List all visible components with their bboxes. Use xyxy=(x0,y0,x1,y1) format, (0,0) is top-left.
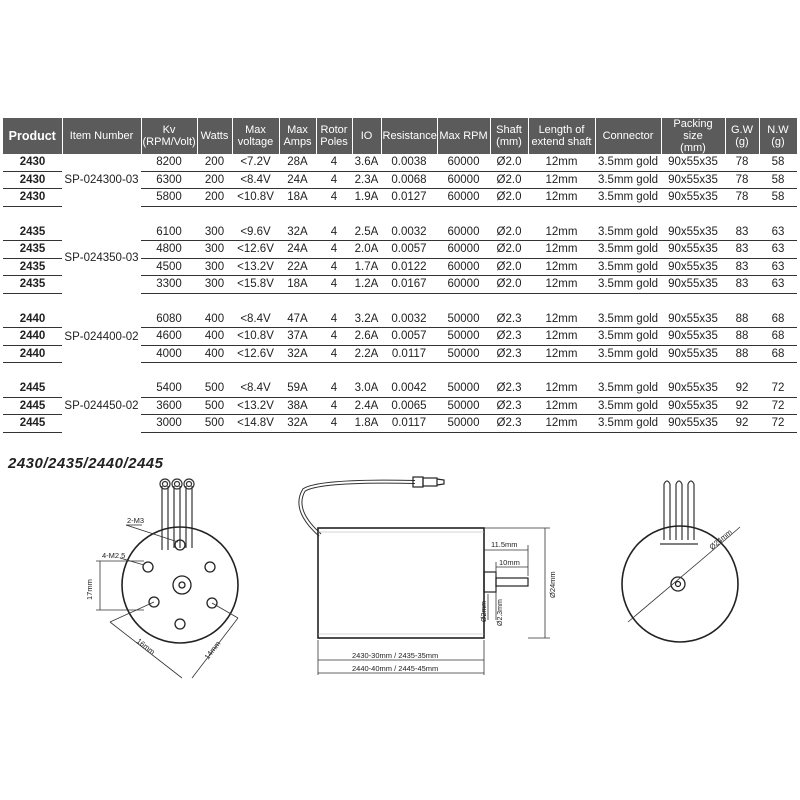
table-cell: 90x55x35 xyxy=(661,241,725,259)
table-body xyxy=(3,154,797,432)
table-cell: 200 xyxy=(197,171,232,189)
side-shaft xyxy=(496,578,528,586)
label-11-5mm: 11.5mm xyxy=(491,540,518,549)
table-cell: 12mm xyxy=(528,171,595,189)
table-cell: <8.4V xyxy=(232,380,279,397)
header-watts: Watts xyxy=(197,118,232,154)
table-cell: 92 xyxy=(725,415,759,433)
table-cell: 60000 xyxy=(437,154,490,171)
table-cell: 4 xyxy=(316,171,352,189)
table-cell: 5800 xyxy=(141,189,197,207)
table-cell: 83 xyxy=(725,241,759,259)
table-cell: 0.0065 xyxy=(381,397,437,415)
table-cell: Ø2.0 xyxy=(490,224,528,241)
table-cell: 88 xyxy=(725,311,759,328)
front-lead-wires xyxy=(160,479,194,550)
table-cell: Ø2.3 xyxy=(490,415,528,433)
item-number-cell: SP-024400-02 xyxy=(64,330,139,343)
product-cell: 2430 xyxy=(3,171,62,189)
table-cell: 78 xyxy=(725,189,759,207)
table-cell: 4 xyxy=(316,154,352,171)
table-cell: Ø2.0 xyxy=(490,171,528,189)
table-cell: 2.2A xyxy=(352,345,381,363)
table-cell: 0.0127 xyxy=(381,189,437,207)
product-cell: 2440 xyxy=(3,328,62,346)
table-cell: 12mm xyxy=(528,397,595,415)
table-cell: 8200 xyxy=(141,154,197,171)
product-cell: 2435 xyxy=(3,224,62,241)
label-length-b: 2440-40mm / 2445-45mm xyxy=(352,664,439,673)
table-cell: 0.0042 xyxy=(381,380,437,397)
table-cell: 3.0A xyxy=(352,380,381,397)
table-cell: 12mm xyxy=(528,276,595,294)
wire-end-2 xyxy=(172,479,182,489)
table-cell: Ø2.3 xyxy=(490,311,528,328)
product-cell: 2440 xyxy=(3,345,62,363)
table-cell: 32A xyxy=(279,415,316,433)
table-cell: 4 xyxy=(316,345,352,363)
table-cell: 90x55x35 xyxy=(661,189,725,207)
table-cell: 3.6A xyxy=(352,154,381,171)
table-cell: 2.5A xyxy=(352,224,381,241)
header-pack: Packing size (mm) xyxy=(661,118,725,154)
table-cell: 90x55x35 xyxy=(661,224,725,241)
table-cell: 90x55x35 xyxy=(661,328,725,346)
table-cell: 3.5mm gold xyxy=(595,154,661,171)
table-cell: 4 xyxy=(316,311,352,328)
table-cell: 12mm xyxy=(528,328,595,346)
label-10mm: 10mm xyxy=(499,558,520,567)
table-cell: 68 xyxy=(759,345,797,363)
table-cell: 90x55x35 xyxy=(661,258,725,276)
header-shaft: Shaft (mm) xyxy=(490,118,528,154)
table-cell: 32A xyxy=(279,224,316,241)
product-cell: 2430 xyxy=(3,154,62,171)
wire-end-1 xyxy=(160,479,170,489)
header-ext: Length of extend shaft xyxy=(528,118,595,154)
table-cell: 24A xyxy=(279,171,316,189)
table-cell: 2.0A xyxy=(352,241,381,259)
table-cell: <13.2V xyxy=(232,258,279,276)
table-cell: 60000 xyxy=(437,171,490,189)
table-cell: 0.0057 xyxy=(381,241,437,259)
group-spacer xyxy=(3,206,797,224)
table-cell: 400 xyxy=(197,328,232,346)
table-cell: 300 xyxy=(197,258,232,276)
product-cell: 2435 xyxy=(3,276,62,294)
hole-left xyxy=(143,562,153,572)
table-cell: 0.0057 xyxy=(381,328,437,346)
item-number-cell: SP-024450-02 xyxy=(64,400,139,412)
table-cell: 60000 xyxy=(437,189,490,207)
table-cell: 88 xyxy=(725,328,759,346)
label-16mm: 16mm xyxy=(134,636,157,657)
table-cell: 3000 xyxy=(141,415,197,433)
table-cell: 37A xyxy=(279,328,316,346)
table-cell: 47A xyxy=(279,311,316,328)
table-cell: 18A xyxy=(279,189,316,207)
table-cell: 3300 xyxy=(141,276,197,294)
header-gw: G.W (g) xyxy=(725,118,759,154)
table-cell: <12.6V xyxy=(232,345,279,363)
product-cell: 2435 xyxy=(3,241,62,259)
table-cell: <15.8V xyxy=(232,276,279,294)
table-cell: 90x55x35 xyxy=(661,154,725,171)
table-cell: 50000 xyxy=(437,415,490,433)
table-cell: 12mm xyxy=(528,189,595,207)
table-cell: 22A xyxy=(279,258,316,276)
table-cell: 1.8A xyxy=(352,415,381,433)
spec-table xyxy=(3,118,798,433)
table-cell: 63 xyxy=(759,224,797,241)
table-cell: 58 xyxy=(759,154,797,171)
header-poles: Rotor Poles xyxy=(316,118,352,154)
table-cell: 83 xyxy=(725,276,759,294)
table-cell: 3.5mm gold xyxy=(595,311,661,328)
table-cell: 1.9A xyxy=(352,189,381,207)
table-row xyxy=(3,311,797,328)
table-cell: 60000 xyxy=(437,258,490,276)
table-cell: 2.6A xyxy=(352,328,381,346)
table-cell: 4 xyxy=(316,328,352,346)
table-cell: 28A xyxy=(279,154,316,171)
table-cell: 2.3A xyxy=(352,171,381,189)
table-cell: <9.6V xyxy=(232,224,279,241)
spacer-cell xyxy=(3,206,797,224)
header-rpm: Max RPM xyxy=(437,118,490,154)
table-cell: 3.5mm gold xyxy=(595,328,661,346)
table-cell: 1.2A xyxy=(352,276,381,294)
front-shaft xyxy=(179,582,185,588)
table-cell: <7.2V xyxy=(232,154,279,171)
table-cell: 400 xyxy=(197,345,232,363)
table-cell: 3.5mm gold xyxy=(595,171,661,189)
table-cell: 59A xyxy=(279,380,316,397)
table-cell: Ø2.0 xyxy=(490,258,528,276)
group-spacer xyxy=(3,293,797,311)
table-cell: 88 xyxy=(725,345,759,363)
table-cell: 58 xyxy=(759,189,797,207)
table-cell: 63 xyxy=(759,276,797,294)
table-cell: 50000 xyxy=(437,397,490,415)
label-4-m2-5: 4-M2.5 xyxy=(102,551,126,560)
table-cell: 60000 xyxy=(437,276,490,294)
table-cell: 24A xyxy=(279,241,316,259)
table-cell: 12mm xyxy=(528,224,595,241)
hole-right xyxy=(205,562,215,572)
table-cell: 63 xyxy=(759,241,797,259)
table-cell: <8.4V xyxy=(232,171,279,189)
table-cell: 50000 xyxy=(437,345,490,363)
table-cell: 3.5mm gold xyxy=(595,189,661,207)
table-cell: 6300 xyxy=(141,171,197,189)
table-cell: 90x55x35 xyxy=(661,171,725,189)
table-row xyxy=(3,224,797,241)
table-cell: 4 xyxy=(316,397,352,415)
hole-bottom xyxy=(175,619,185,629)
table-cell: 3.5mm gold xyxy=(595,276,661,294)
table-header-row xyxy=(3,118,797,154)
table-cell: 4000 xyxy=(141,345,197,363)
table-cell: 1.7A xyxy=(352,258,381,276)
table-cell: 92 xyxy=(725,397,759,415)
table-cell: 0.0038 xyxy=(381,154,437,171)
table-cell: 12mm xyxy=(528,345,595,363)
table-cell: 4 xyxy=(316,380,352,397)
table-cell: 6080 xyxy=(141,311,197,328)
table-cell: 4600 xyxy=(141,328,197,346)
table-cell: 0.0117 xyxy=(381,415,437,433)
table-cell: 58 xyxy=(759,171,797,189)
table-cell: 3.5mm gold xyxy=(595,258,661,276)
table-cell: 68 xyxy=(759,328,797,346)
table-cell: 3.5mm gold xyxy=(595,380,661,397)
table-cell: 38A xyxy=(279,397,316,415)
table-row xyxy=(3,380,797,397)
table-cell: 78 xyxy=(725,154,759,171)
table-cell: 4 xyxy=(316,224,352,241)
table-cell: 90x55x35 xyxy=(661,311,725,328)
table-cell: Ø2.3 xyxy=(490,328,528,346)
item-number-cell: SP-024300-03 xyxy=(64,174,139,186)
table-cell: 500 xyxy=(197,415,232,433)
product-cell: 2445 xyxy=(3,380,62,397)
table-cell: 3.5mm gold xyxy=(595,241,661,259)
table-cell: 90x55x35 xyxy=(661,380,725,397)
table-cell: 72 xyxy=(759,380,797,397)
spacer-cell xyxy=(3,363,797,381)
table-cell: 4 xyxy=(316,415,352,433)
table-cell: 300 xyxy=(197,241,232,259)
table-cell: 50000 xyxy=(437,328,490,346)
product-cell: 2435 xyxy=(3,258,62,276)
table-cell: Ø2.3 xyxy=(490,345,528,363)
table-cell: <12.6V xyxy=(232,241,279,259)
table-cell: 90x55x35 xyxy=(661,276,725,294)
table-cell: 4 xyxy=(316,241,352,259)
table-cell: 63 xyxy=(759,258,797,276)
table-cell: 12mm xyxy=(528,154,595,171)
table-cell: 83 xyxy=(725,258,759,276)
table-cell: 3.5mm gold xyxy=(595,224,661,241)
table-cell: 3.5mm gold xyxy=(595,345,661,363)
table-cell: 0.0117 xyxy=(381,345,437,363)
table-cell: 3600 xyxy=(141,397,197,415)
table-cell: 500 xyxy=(197,397,232,415)
header-nw: N.W (g) xyxy=(759,118,797,154)
table-cell: 200 xyxy=(197,154,232,171)
front-view-drawing xyxy=(80,470,260,680)
header-amps: Max Amps xyxy=(279,118,316,154)
table-cell: 92 xyxy=(725,380,759,397)
table-cell: 12mm xyxy=(528,258,595,276)
table-cell: 18A xyxy=(279,276,316,294)
label-shaft-2mm: Ø2mm xyxy=(481,601,488,622)
table-cell: 12mm xyxy=(528,380,595,397)
table-cell: 50000 xyxy=(437,311,490,328)
table-cell: 83 xyxy=(725,224,759,241)
table-cell: 3.2A xyxy=(352,311,381,328)
wire-end-3 xyxy=(184,479,194,489)
product-cell: 2445 xyxy=(3,397,62,415)
table-cell: Ø2.0 xyxy=(490,154,528,171)
table-cell: <14.8V xyxy=(232,415,279,433)
table-cell: 60000 xyxy=(437,224,490,241)
product-cell: 2445 xyxy=(3,415,62,433)
label-shaft-2-3mm: Ø2.3mm xyxy=(497,599,504,626)
table-cell: 5400 xyxy=(141,380,197,397)
table-cell: 32A xyxy=(279,345,316,363)
spacer-cell xyxy=(3,293,797,311)
table-cell: <8.4V xyxy=(232,311,279,328)
table-row xyxy=(3,154,797,171)
header-res: Resistance xyxy=(381,118,437,154)
table-cell: 0.0068 xyxy=(381,171,437,189)
label-rear-diameter: Ø24mm xyxy=(707,527,734,552)
table-cell: 300 xyxy=(197,276,232,294)
table-cell: 90x55x35 xyxy=(661,345,725,363)
side-view-drawing xyxy=(280,470,570,685)
header-item: Item Number xyxy=(62,118,141,154)
table-cell: 12mm xyxy=(528,311,595,328)
group-spacer xyxy=(3,363,797,381)
table-cell: 72 xyxy=(759,397,797,415)
header-io: IO xyxy=(352,118,381,154)
table-cell: Ø2.0 xyxy=(490,241,528,259)
table-cell: <13.2V xyxy=(232,397,279,415)
side-lead-wire xyxy=(300,482,415,535)
table-cell: <10.8V xyxy=(232,328,279,346)
label-17mm: 17mm xyxy=(85,579,94,600)
product-cell: 2430 xyxy=(3,189,62,207)
header-kv: Kv (RPM/Volt) xyxy=(141,118,197,154)
table-cell: 200 xyxy=(197,189,232,207)
side-motor-body xyxy=(318,528,484,638)
table-cell: 0.0032 xyxy=(381,311,437,328)
table-cell: 4800 xyxy=(141,241,197,259)
table-cell: Ø2.0 xyxy=(490,276,528,294)
side-shaft-boss xyxy=(484,572,496,592)
table-cell: <10.8V xyxy=(232,189,279,207)
item-number-cell: SP-024350-03 xyxy=(64,252,139,265)
rear-shaft xyxy=(676,582,681,587)
table-cell: 500 xyxy=(197,380,232,397)
table-cell: 400 xyxy=(197,311,232,328)
header-product: Product xyxy=(3,118,62,154)
table-cell: Ø2.3 xyxy=(490,397,528,415)
table-cell: 90x55x35 xyxy=(661,415,725,433)
table-cell: 0.0122 xyxy=(381,258,437,276)
table-cell: Ø2.3 xyxy=(490,380,528,397)
table-cell: 50000 xyxy=(437,380,490,397)
table-cell: 4 xyxy=(316,258,352,276)
table-cell: 3.5mm gold xyxy=(595,415,661,433)
label-diameter-24mm: Ø24mm xyxy=(548,571,557,598)
table-cell: 12mm xyxy=(528,415,595,433)
table-cell: 2.4A xyxy=(352,397,381,415)
label-length-a: 2430-30mm / 2435-35mm xyxy=(352,651,439,660)
table-cell: 300 xyxy=(197,224,232,241)
diagram-title: 2430/2435/2440/2445 xyxy=(8,455,164,472)
table-cell: 6100 xyxy=(141,224,197,241)
table-cell: 4500 xyxy=(141,258,197,276)
table-cell: 4 xyxy=(316,189,352,207)
header-maxv: Max voltage xyxy=(232,118,279,154)
header-conn: Connector xyxy=(595,118,661,154)
table-cell: 90x55x35 xyxy=(661,397,725,415)
front-hub xyxy=(173,576,191,594)
side-bullet-connector xyxy=(413,477,444,487)
table-cell: 60000 xyxy=(437,241,490,259)
label-14mm: 14mm xyxy=(202,639,223,662)
table-cell: 68 xyxy=(759,311,797,328)
table-cell: 72 xyxy=(759,415,797,433)
table-cell: 78 xyxy=(725,171,759,189)
label-2-m3: 2-M3 xyxy=(127,516,145,525)
table-cell: 0.0032 xyxy=(381,224,437,241)
table-cell: 0.0167 xyxy=(381,276,437,294)
table-cell: 4 xyxy=(316,276,352,294)
table-cell: Ø2.0 xyxy=(490,189,528,207)
rear-view-drawing xyxy=(600,470,780,650)
table-cell: 12mm xyxy=(528,241,595,259)
table-cell: 3.5mm gold xyxy=(595,397,661,415)
product-cell: 2440 xyxy=(3,311,62,328)
rear-lead-wires xyxy=(660,481,698,544)
